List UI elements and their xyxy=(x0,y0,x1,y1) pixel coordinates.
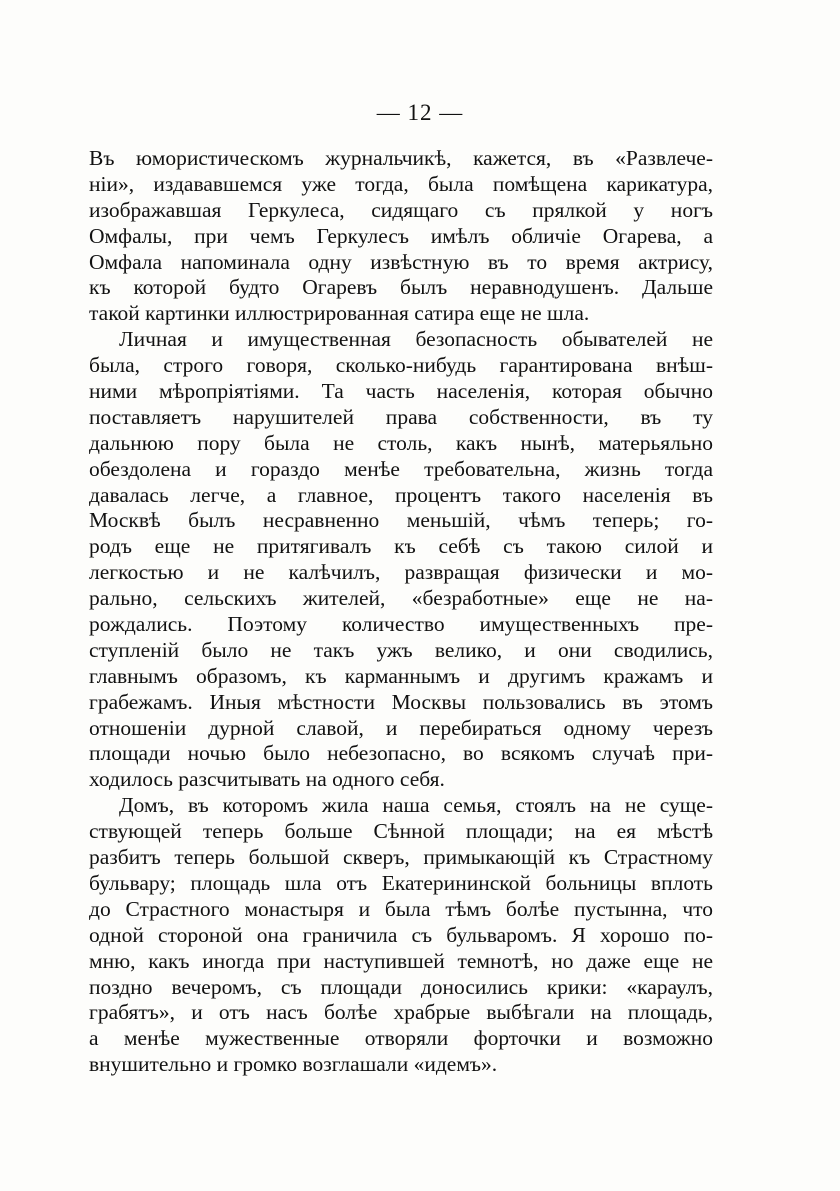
text-line: такой картинки иллюстрированная сатира еще не шла. xyxy=(89,301,590,326)
text-line: къ которой будто Огаревъ былъ неравнодушенъ. Дальше xyxy=(89,275,713,300)
text-line: рально, сельскихъ жителей, «безработные» еще не на- xyxy=(89,586,713,611)
text-line: ходилось разсчитывать на одного себя. xyxy=(89,767,445,792)
text-line: Омфалы, при чемъ Геркулесъ имѣлъ обличiе Огарева, а xyxy=(89,223,713,248)
text-line: изображавшая Геркулеса, сидящаго съ прялкой у ногъ xyxy=(89,197,713,222)
text-line: грабятъ», и отъ насъ болѣе храбрые выбѣгали на площадь, xyxy=(89,1000,713,1025)
text-line: ними мѣропрiятiями. Та часть населенiя, которая обычно xyxy=(89,379,713,404)
text-line: дальнюю пору была не столь, какъ нынѣ, матерьяльно xyxy=(89,430,713,455)
text-line: мню, какъ иногда при наступившей темнотѣ, но даже еще не xyxy=(89,948,713,973)
text-line: обездолена и гораздо менѣе требовательна, жизнь тогда xyxy=(89,456,713,481)
page-number: — 12 — xyxy=(376,100,464,125)
text-line: Въ юмористическомъ журнальчикѣ, кажется, въ «Развлече- xyxy=(89,146,713,170)
text-line: Омфала напоминала одну извѣстную въ то время актрису, xyxy=(89,249,713,274)
text-line: легкостью и не калѣчилъ, развращая физически и мо- xyxy=(89,560,713,585)
text-line: разбитъ теперь большой скверъ, примыкающiй къ Страстному xyxy=(89,845,713,870)
text-line: поставляетъ нарушителей права собственности, въ ту xyxy=(89,404,713,429)
text-line: грабежамъ. Иныя мѣстности Москвы пользовались въ этомъ xyxy=(89,689,713,714)
text-line: а менѣе мужественные отворяли форточки и возможно xyxy=(89,1026,713,1051)
text-line: отношенiи дурной славой, и перебираться одному черезъ xyxy=(89,715,713,740)
text-line: нiи», издававшемся уже тогда, была помѣщена карикатура, xyxy=(89,171,713,196)
text-line: Личная и имущественная безопасность обывателей не xyxy=(119,327,713,352)
paragraph-3 xyxy=(89,793,713,1078)
text-line: поздно вечеромъ, съ площади доносились крики: «караулъ, xyxy=(89,974,713,999)
text-line: одной стороной она граничила съ бульваромъ. Я хорошо по- xyxy=(89,922,713,947)
text-line: рождались. Поэтому количество имущественныхъ пре- xyxy=(89,612,713,637)
text-line: внушительно и громко возглашали «идемъ». xyxy=(89,1052,498,1077)
text-line: до Страстного монастыря и была тѣмъ болѣе пустынна, что xyxy=(89,896,713,921)
text-line: Домъ, въ которомъ жила наша семья, стоялъ на не суще- xyxy=(119,793,713,818)
body-text xyxy=(89,146,713,1078)
text-line: ствующей теперь больше Сѣнной площади; на ея мѣстѣ xyxy=(89,819,713,844)
text-line: родъ еще не притягивалъ къ себѣ съ такою силой и xyxy=(89,534,713,559)
paragraph-2 xyxy=(89,327,713,793)
text-line: площади ночью было небезопасно, во всякомъ случаѣ при- xyxy=(89,741,713,766)
text-line: была, строго говоря, сколько-нибудь гарантирована внѣш- xyxy=(89,353,713,378)
text-line: главнымъ образомъ, къ карманнымъ и другимъ кражамъ и xyxy=(89,663,713,688)
text-line: Москвѣ былъ несравненно меньшiй, чѣмъ теперь; го- xyxy=(89,508,713,533)
text-line: бульвару; площадь шла отъ Екатерининской больницы вплоть xyxy=(89,870,713,895)
text-line: давалась легче, а главное, процентъ такого населенiя въ xyxy=(89,482,713,507)
text-line: ступленiй было не такъ ужъ велико, и они сводились, xyxy=(89,637,713,662)
paragraph-1 xyxy=(89,146,713,327)
